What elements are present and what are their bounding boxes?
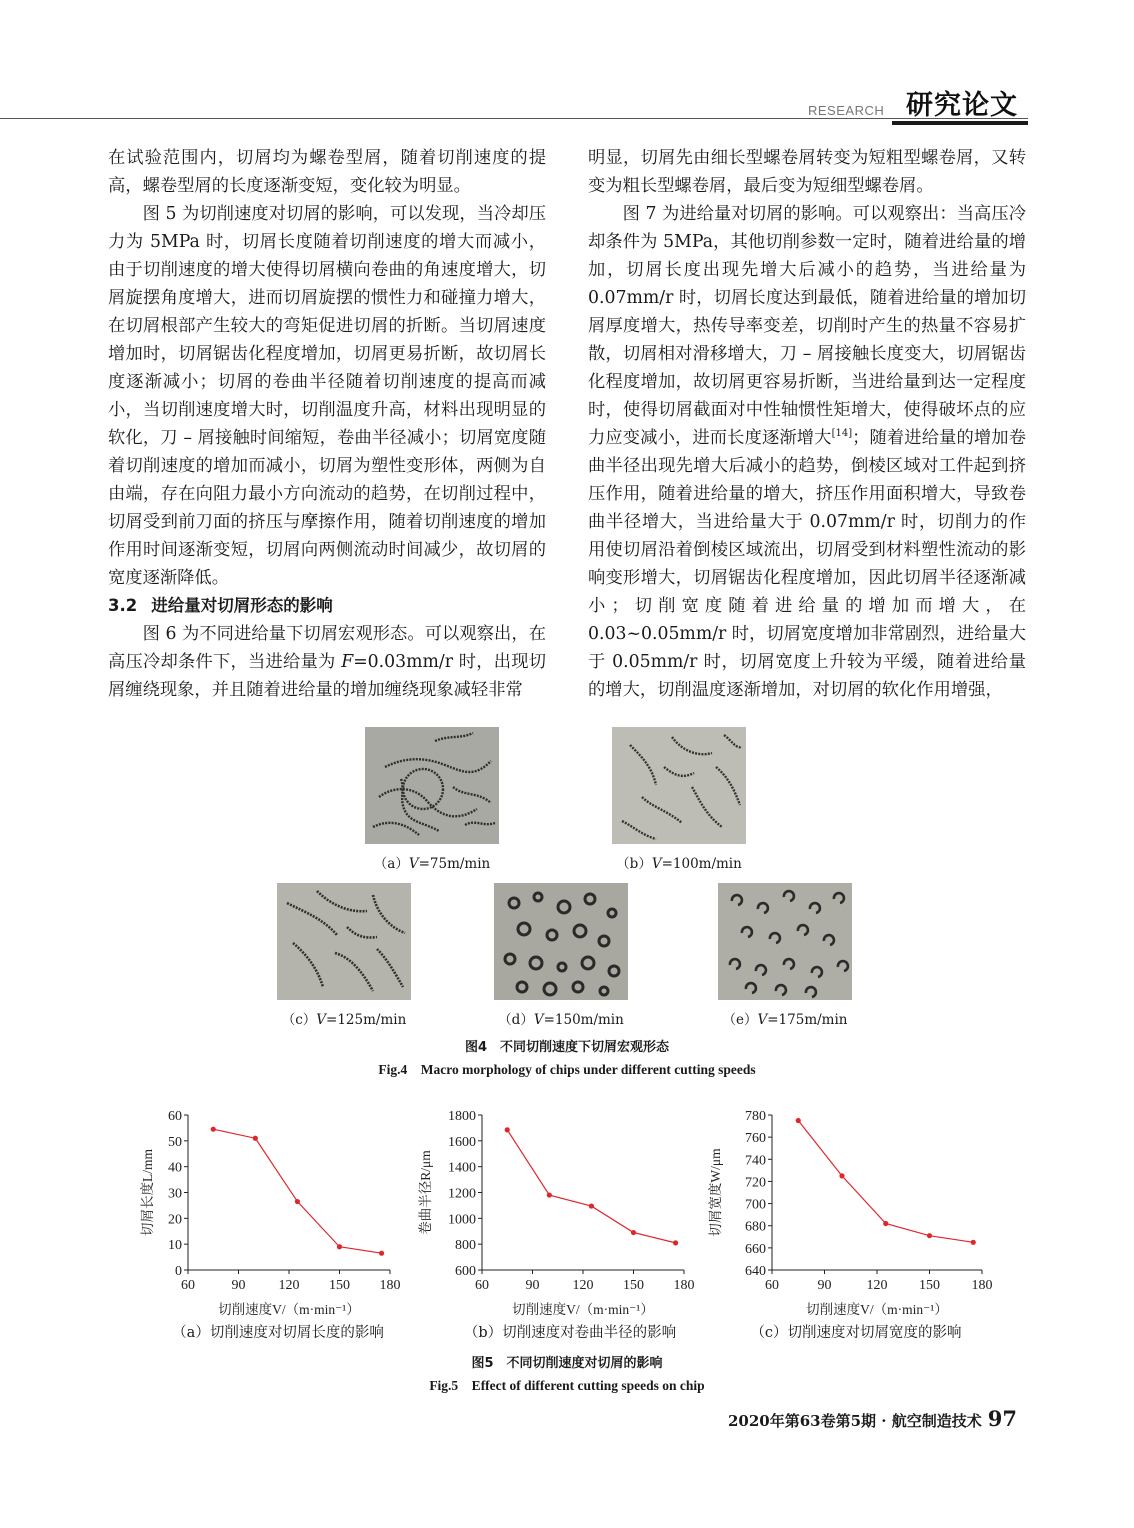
photo-caption-b: [612, 852, 746, 872]
fig5-title-zh: 图5 不同切削速度对切屑的影响: [471, 1356, 663, 1371]
chart-2-xtick-label: 180: [971, 1278, 993, 1293]
chip-photo-b-image: [612, 727, 746, 844]
chart-2-ytick-label: 680: [745, 1219, 766, 1235]
section-number: 3.2: [108, 596, 138, 615]
chart-0-data-point: [337, 1244, 342, 1249]
footer-journal: 2020年第63卷第5期 · 航空制造技术: [728, 1412, 982, 1430]
chart-0-xtick-label: 150: [329, 1278, 350, 1293]
chart-2-data-point: [883, 1221, 888, 1226]
chart-0-data-point: [253, 1136, 258, 1141]
chart-1-data-point: [631, 1230, 636, 1235]
chart-1-xtick-label: 180: [673, 1278, 695, 1293]
chart-1-series-line: [507, 1130, 675, 1243]
chart-0-data-point: [295, 1199, 300, 1204]
caption-c-var: V: [316, 1012, 327, 1028]
right-paragraph-2: [588, 200, 1026, 704]
left-paragraph-3: [108, 620, 546, 704]
chart-1-data-point: [589, 1203, 594, 1208]
chart-1-xtick-label: 60: [475, 1278, 489, 1293]
caption-d-value: =150m/min: [543, 1012, 624, 1028]
chart-2-data-point: [839, 1173, 844, 1178]
left-paragraph-1: 在试验范围内，切屑均为螺卷型屑，随着切削速度的提高，螺卷型屑的长度逐渐变短，变化较为明显。: [108, 148, 546, 196]
left-p3-part-b: =0.03mm/r 时，出现切屑缠绕现象，并且随着进给量的增加缠绕现象减轻非常: [108, 652, 547, 700]
chip-photo-d-image: [494, 883, 628, 1000]
chart-1-ytick-label: 1800: [448, 1109, 476, 1124]
chart-1-ytick-label: 1000: [448, 1212, 476, 1228]
chart-0-xtick-label: 90: [231, 1278, 246, 1293]
chart-1-ytick-label: 800: [455, 1238, 476, 1254]
fig4-title-zh: 图4 不同切削速度下切屑宏观形态: [464, 1040, 670, 1055]
caption-a-prefix: （a）: [373, 856, 409, 872]
chart-width-svg: [698, 1105, 998, 1320]
chart-1-ytick-label: 1400: [448, 1160, 476, 1176]
header-research-label: RESEARCH: [808, 103, 885, 118]
chip-photo-d: [494, 883, 628, 1000]
chart-0-ytick-label: 30: [168, 1186, 182, 1202]
chart-0-xtick-label: 180: [379, 1278, 401, 1293]
caption-d-prefix: （d）: [498, 1012, 534, 1028]
header-tag-text: 研究论文: [906, 90, 1018, 121]
right-paragraph-1: 明显，切屑先由细长型螺卷屑转变为短粗型螺卷屑，又转变为粗长型螺卷屑，最后变为短细型螺卷屑。: [588, 148, 1026, 196]
chart-1-ytick-label: 1600: [448, 1134, 476, 1150]
chart-2-data-point: [927, 1233, 932, 1238]
chip-photo-e: [718, 883, 852, 1000]
chart-2-ylabel: 切屑宽度W/μm: [708, 1148, 723, 1237]
chart-0-ytick-label: 20: [168, 1212, 182, 1228]
caption-a-value: =75m/min: [418, 856, 491, 872]
chart-1-ylabel: 卷曲半径R/μm: [418, 1150, 433, 1235]
chip-photo-a-image: [365, 727, 499, 844]
chart-0-data-point: [379, 1251, 384, 1256]
chart-0-ytick-label: 10: [168, 1238, 182, 1254]
chart-2-ytick-label: 640: [745, 1264, 766, 1279]
chart-2-xtick-label: 90: [817, 1278, 832, 1293]
chart-1-ytick-label: 1200: [448, 1186, 476, 1202]
right-p2-part-b: ；随着进给量的增加卷曲半径出现先增大后减小的趋势，倒棱区域对工件起到挤压作用，随着进给量的增大，挤压作用面积增大，导致卷曲半径增大，当进给量大于 0.07mm/r 时，切削力的作用使切屑沿着倒棱区域流出，切屑受到材料塑性流动的影响变形增大，切屑锯齿化程度增加，因此切屑半径逐渐减小；切削宽度随着进给量的增加而增大，在 0.03~0.05mm/r 时，切屑宽度增加非常剧烈，进给量大于 0.05mm/r 时，切屑宽度上升较为平缓，随着进给量的增大，切削温度逐渐增加，对切屑的软化作用增强，: [588, 428, 1026, 700]
chart-width: [698, 1105, 998, 1320]
chart-2-ytick-label: 660: [745, 1241, 766, 1257]
fig4-title-en: Fig.4 Macro morphology of chips under different cutting speeds: [378, 1062, 756, 1077]
chart-length-svg: [138, 1105, 408, 1320]
chart-1-xtick-label: 150: [623, 1278, 644, 1293]
chart-1-ytick-label: 600: [455, 1264, 476, 1279]
photo-caption-d: [494, 1008, 628, 1028]
photo-caption-c: [277, 1008, 411, 1028]
chart-1-xtick-label: 120: [572, 1278, 594, 1293]
caption-b-value: =100m/min: [661, 856, 742, 872]
chart-0-ytick-label: 50: [168, 1134, 182, 1150]
photo-caption-a: [365, 852, 499, 872]
chart-2-data-point: [796, 1118, 801, 1123]
chart-radius-svg: [408, 1105, 698, 1320]
caption-e-prefix: （e）: [722, 1012, 758, 1028]
section-heading: [108, 592, 546, 620]
chart-0-ylabel: 切屑长度L/mm: [140, 1149, 155, 1236]
chart-0-xtick-label: 120: [278, 1278, 300, 1293]
chart-2-ytick-label: 700: [745, 1197, 766, 1213]
header-rule: [0, 118, 1028, 119]
header-section-tag: [892, 83, 1028, 125]
subcaption-c: （c）切削速度对切屑宽度的影响: [750, 1325, 962, 1341]
caption-a-var: V: [408, 856, 419, 872]
chip-photo-e-image: [718, 883, 852, 1000]
right-column: [588, 144, 1026, 704]
page-footer: [728, 1406, 1017, 1431]
chip-photo-a: [365, 727, 499, 844]
caption-c-prefix: （c）: [281, 1012, 317, 1028]
chip-photo-b: [612, 727, 746, 844]
caption-b-var: V: [651, 856, 662, 872]
left-column: [108, 144, 546, 704]
chart-1-data-point: [547, 1192, 552, 1197]
chart-2-ytick-label: 780: [745, 1109, 766, 1124]
chart-2-xtick-label: 150: [919, 1278, 940, 1293]
caption-e-value: =175m/min: [767, 1012, 848, 1028]
chip-photo-c-image: [277, 883, 411, 1000]
chart-2-xtick-label: 120: [866, 1278, 888, 1293]
subcaption-a: （a）切削速度对切屑长度的影响: [172, 1325, 384, 1341]
chart-2-xtick-label: 60: [765, 1278, 779, 1293]
chart-0-ytick-label: 60: [168, 1109, 182, 1124]
chart-1-xlabel: 切削速度V/（m·min⁻¹）: [512, 1302, 654, 1317]
chart-1-xtick-label: 90: [525, 1278, 540, 1293]
chart-2-ytick-label: 740: [745, 1153, 766, 1169]
fig5-title-en: Fig.5 Effect of different cutting speeds on chip: [429, 1378, 705, 1393]
left-p3-part-a: 图 6 为不同进给量下切屑宏观形态。可以观察出，在高压冷却条件下，当进给量为: [108, 624, 546, 672]
chart-1-data-point: [673, 1240, 678, 1245]
left-paragraph-2: 图 5 为切削速度对切屑的影响，可以发现，当冷却压力为 5MPa 时，切屑长度随着切削速度的增大而减小，由于切削速度的增大使得切屑横向卷曲的角速度增大，切屑旋摆角度增大，进而切屑旋摆的惯性力和碰撞力增大，在切屑根部产生较大的弯矩促进切屑的折断。当切屑速度增加时，切屑锯齿化程度增加，切屑更易折断，故切屑长度逐渐减小；切屑的卷曲半径随着切削速度的提高而减小，当切削速度增大时，切削温度升高，材料出现明显的软化，刀 – 屑接触时间缩短，卷曲半径减小；切屑宽度随着切削速度的增加而减小，切屑为塑性变形体，两侧为自由端，存在向阻力最小方向流动的趋势，在切削过程中，切屑受到前刀面的挤压与摩擦作用，随着切削速度的增加作用时间逐渐变短，切屑向两侧流动时间减少，故切屑的宽度逐渐降低。: [108, 204, 546, 588]
chart-2-data-point: [971, 1240, 976, 1245]
chart-0-data-point: [211, 1127, 216, 1132]
photo-caption-e: [718, 1008, 852, 1028]
chip-photo-c: [277, 883, 411, 1000]
right-p2-part-a: 图 7 为进给量对切屑的影响。可以观察出：当高压冷却条件为 5MPa，其他切削参数一定时，随着进给量的增加，切屑长度出现先增大后减小的趋势，当进给量为 0.07mm/r 时，切屑长度达到最低，随着进给量的增加切屑厚度增大，热传导率变差，切削时产生的热量不容易扩散，切屑相对滑移增大，刀 – 屑接触长度变大，切屑锯齿化程度增加，故切屑更容易折断，当进给量到达一定程度时，使得切屑截面对中性轴惯性矩增大，使得破坏点的应力应变减小，进而长度逐渐增大: [588, 204, 1026, 448]
caption-c-value: =125m/min: [326, 1012, 407, 1028]
chart-0-series-line: [213, 1129, 381, 1253]
chart-radius: [408, 1105, 698, 1320]
chart-0-xtick-label: 60: [181, 1278, 195, 1293]
chart-2-ytick-label: 720: [745, 1175, 766, 1191]
chart-length: [138, 1105, 408, 1320]
chart-2-xlabel: 切削速度V/（m·min⁻¹）: [806, 1302, 948, 1317]
caption-e-var: V: [757, 1012, 768, 1028]
chart-0-xlabel: 切削速度V/（m·min⁻¹）: [218, 1302, 360, 1317]
chart-0-ytick-label: 0: [175, 1264, 182, 1279]
section-title: 进给量对切屑形态的影响: [151, 596, 333, 615]
page-number: 97: [987, 1406, 1017, 1431]
left-p3-variable: F: [341, 652, 354, 672]
subcaption-b: （b）切削速度对卷曲半径的影响: [463, 1325, 677, 1341]
caption-d-var: V: [533, 1012, 544, 1028]
caption-b-prefix: （b）: [616, 856, 652, 872]
chart-0-ytick-label: 40: [168, 1160, 182, 1176]
chart-2-ytick-label: 760: [745, 1131, 766, 1147]
chart-1-data-point: [505, 1127, 510, 1132]
citation: [14]: [831, 428, 853, 440]
